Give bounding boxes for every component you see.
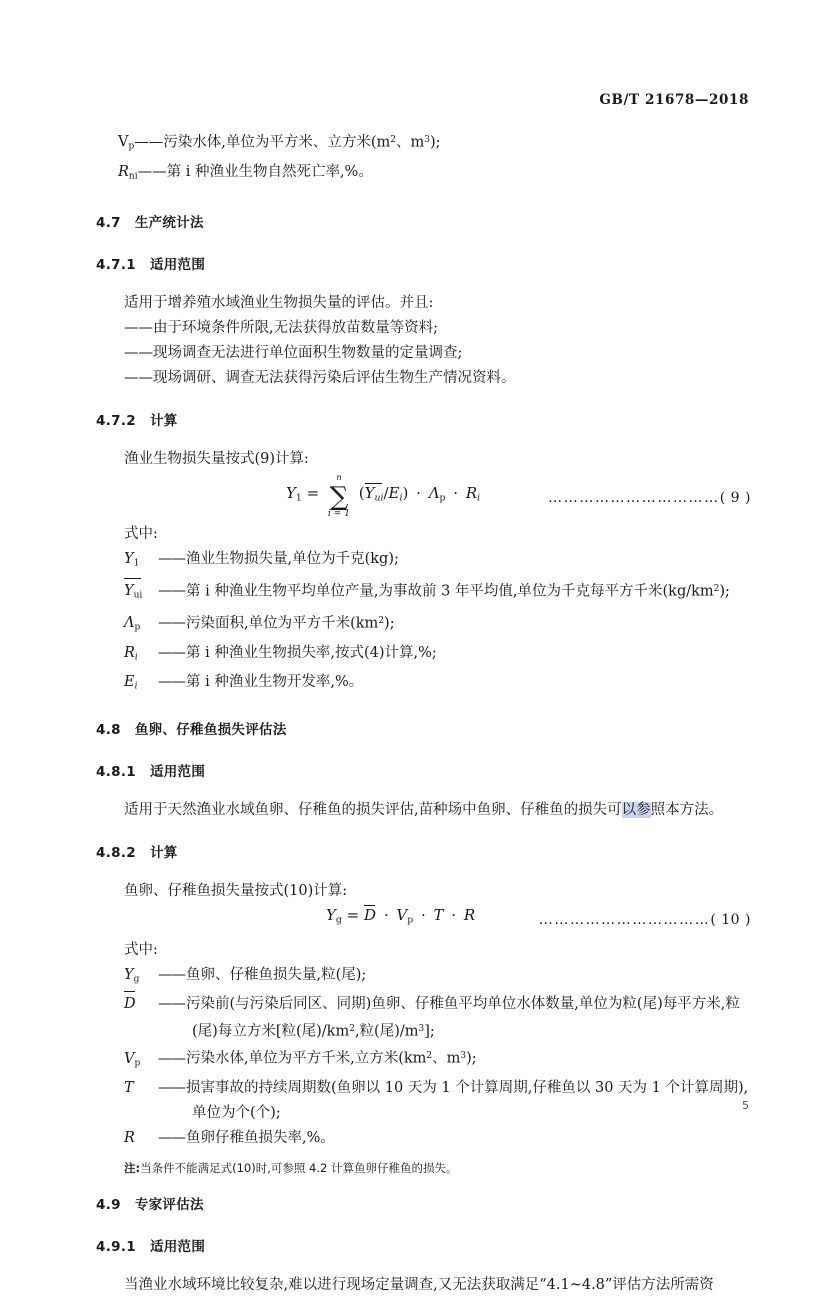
note-label: 注: (124, 1161, 141, 1176)
definition-dash: —— (158, 583, 185, 600)
definition-text (186, 609, 751, 636)
definition-text-post: ); (719, 583, 730, 600)
definition-dash: —— (158, 1050, 185, 1067)
sup-3: 3 (460, 1051, 467, 1062)
area-symbol: $\Lambda_p$ (428, 484, 446, 504)
formula-10 (326, 906, 475, 926)
continuation-text-post: ]; (424, 1023, 435, 1040)
formula-tag: ( 10 ) (710, 911, 751, 928)
symbol-d-mean: D (124, 992, 158, 1017)
sup-2: 2 (378, 615, 385, 626)
definition-list-9 (96, 547, 751, 699)
slash: / (383, 484, 389, 503)
symbol-y-ui-mean: $Y_{ui}$ (124, 579, 158, 609)
symbol-e-i: $E_i$ (124, 674, 138, 692)
definition-text: 第 i 种渔业生物损失率,按式(4)计算,%; (186, 644, 437, 661)
paragraph-4-7-2-lead: 渔业生物损失量按式(9)计算: (124, 451, 309, 468)
subsection-title: 计算 (149, 413, 178, 430)
definition-dash: —— (137, 163, 167, 180)
paragraph-4-7-1-intro: 适用于增养殖水域渔业生物损失量的评估。并且: (124, 295, 434, 312)
symbol-v-p: $V_p$ (118, 134, 135, 152)
section-number: 4.9 (96, 1197, 121, 1214)
definition-item-rni (118, 160, 751, 190)
paragraph-text-b: 照本方法。 (650, 801, 724, 818)
definition-dash: —— (158, 1080, 185, 1097)
page-content (96, 128, 751, 1298)
definition-continuation-t: 单位为个(个); (192, 1105, 281, 1122)
bullet-item-3: ——现场调研、调查无法获得污染后评估生物生产情况资料。 (124, 370, 516, 387)
multiply-dot-3: · (451, 905, 457, 924)
paragraph-4-9-1: 当渔业水域环境比较复杂,难以进行现场定量调查,又无法获取满足“4.1~4.8”评估方法所需资 (124, 1277, 714, 1294)
definition-text: 污染前(与污染后同区、同期)鱼卵、仔稚鱼平均单位水体数量,单位为粒(尾)每平方米,粒 (186, 996, 740, 1013)
definition-list-10 (96, 963, 751, 1152)
paragraph-text-a: 适用于天然渔业水域鱼卵、仔稚鱼的损失评估,苗种场中鱼卵、仔稚鱼的损失可 (124, 801, 622, 818)
symbol-r-ni: $R_{ni}$ (118, 163, 138, 182)
section-title: 生产统计法 (134, 215, 204, 232)
definition-dash: —— (158, 1130, 185, 1147)
definition-text-pre: 污染水体,单位为平方千米,立方米(km (186, 1050, 427, 1067)
definition-dash: —— (158, 615, 185, 631)
summation-symbol (324, 472, 354, 519)
subsection-title: 适用范围 (149, 1239, 206, 1256)
formula-lhs: $Y_g$ (326, 905, 342, 926)
subsection-number: 4.7.2 (96, 413, 136, 430)
definition-item-ri (96, 641, 751, 671)
definition-text: 第 i 种渔业生物开发率,%。 (186, 674, 364, 691)
definition-text: 损害事故的持续周期数(鱼卵以 10 天为 1 个计算周期,仔稚鱼以 30 天为 1 个计算周期), (186, 1080, 749, 1097)
definition-item-vp-10 (96, 1044, 751, 1076)
definition-dash: —— (158, 644, 185, 661)
definition-item-r-10 (96, 1126, 751, 1151)
paragraph-4-8-1 (96, 798, 751, 823)
formula-lhs: $Y_1$ (286, 484, 302, 504)
sigma-glyph: ∑ (329, 481, 349, 512)
sum-upper-limit: n (336, 472, 342, 483)
where-label-10: 式中: (124, 941, 158, 958)
symbol-r-i: $R_i$ (124, 644, 138, 663)
symbol-v-p: $V_p$ (124, 1050, 141, 1069)
subsection-title: 适用范围 (149, 257, 206, 274)
section-title: 专家评估法 (134, 1197, 204, 1214)
formula-row-10 (96, 904, 751, 938)
selected-text-highlight: 以参 (621, 801, 651, 818)
definition-text-pre: 污染面积,单位为平方千米(km (186, 615, 379, 631)
symbol-r: R (124, 1130, 135, 1147)
definition-dash: —— (158, 966, 185, 983)
page-header (96, 92, 749, 118)
formula-equals: = (346, 905, 360, 924)
period-symbol: T (433, 905, 444, 924)
definition-item-lambda-p (96, 609, 751, 641)
rate-symbol: R (463, 905, 476, 924)
multiply-dot-2: · (453, 484, 459, 503)
paren-close: ) (402, 484, 409, 503)
definition-text-post: ); (466, 1050, 477, 1067)
definition-item-yui (96, 577, 751, 609)
continuation-text-pre: (尾)每立方米[粒(尾)/km (192, 1023, 350, 1040)
section-heading-4-8-2 (96, 841, 751, 861)
section-number: 4.8 (96, 721, 121, 738)
sup-2: 2 (713, 583, 720, 594)
paren-open: ( (358, 484, 365, 503)
continuation-text-mid: ,粒(尾)/m (354, 1023, 419, 1040)
definition-text-pre: 第 i 种渔业生物平均单位产量,为事故前 3 年平均值,单位为千克每平方千米(kg/km (186, 583, 714, 600)
formula-9-number (548, 490, 751, 506)
definition-item-yg (96, 963, 751, 993)
symbol-y-g: $Y_g$ (124, 966, 140, 985)
sup-3: 3 (424, 135, 430, 145)
subsection-number: 4.8.2 (96, 844, 136, 861)
paragraph-4-8-2-lead: 鱼卵、仔稚鱼损失量按式(10)计算: (124, 882, 348, 899)
mean-density-symbol: D (364, 905, 377, 924)
definition-text: 污染水体,单位为平方米、立方米(m (163, 134, 391, 151)
sup-2: 2 (390, 135, 396, 145)
definition-text: 渔业生物损失量,单位为千克(kg); (186, 551, 399, 568)
definition-text-mid: 、m (395, 134, 425, 151)
section-heading-4-7-2 (96, 409, 751, 429)
definition-text: 鱼卵、仔稚鱼损失量,粒(尾); (186, 966, 367, 983)
definition-text (186, 577, 751, 604)
multiply-dot-2: · (420, 905, 426, 924)
where-label-9: 式中: (124, 526, 158, 543)
subsection-title: 计算 (149, 844, 178, 861)
sup-3: 3 (418, 1024, 425, 1035)
exploitation-symbol: $E_i$ (388, 484, 403, 504)
definition-dash: —— (158, 551, 185, 568)
definition-text-end: ); (429, 134, 441, 151)
section-heading-4-7-1 (96, 253, 751, 273)
mean-yield-symbol: $Y_{ui}$ (364, 484, 384, 504)
definition-dash: —— (158, 996, 185, 1013)
definition-text-post: ); (384, 615, 395, 631)
sup-2: 2 (426, 1051, 433, 1062)
formula-9 (286, 472, 481, 519)
section-heading-4-8 (96, 718, 751, 738)
symbol-y-1: $Y_1$ (124, 551, 140, 569)
definition-text (186, 1044, 751, 1071)
bullet-item-1: ——由于环境条件所限,无法获得放苗数量等资料; (124, 320, 438, 337)
note-formula-10 (96, 1157, 751, 1179)
definition-text: 第 i 种渔业生物自然死亡率,%。 (166, 163, 373, 180)
definition-text: 鱼卵仔稚鱼损失率,%。 (186, 1130, 335, 1147)
formula-row-9 (96, 472, 751, 522)
formula-10-number (539, 912, 751, 928)
section-heading-4-9-1 (96, 1235, 751, 1255)
formula-tag: ( 9 ) (719, 490, 751, 507)
section-heading-4-7 (96, 211, 751, 231)
definition-dash: —— (158, 674, 185, 691)
bullet-item-2: ——现场调查无法进行单位面积生物数量的定量调查; (124, 345, 463, 362)
subsection-title: 适用范围 (149, 763, 206, 780)
definition-item-y1 (96, 547, 751, 577)
definition-dash: —— (134, 134, 164, 151)
carryover-definition-list (96, 128, 751, 189)
definition-item-t (96, 1076, 751, 1101)
section-number: 4.7 (96, 215, 121, 232)
subsection-number: 4.8.1 (96, 763, 136, 780)
multiply-dot-1: · (383, 905, 389, 924)
definition-text-mid: 、m (432, 1050, 461, 1067)
definition-item-ei (96, 670, 751, 700)
standard-code: GB/T 21678—2018 (599, 92, 749, 108)
page-number: 5 (742, 1099, 749, 1112)
section-title: 鱼卵、仔稚鱼损失评估法 (134, 721, 287, 738)
volume-symbol: $V_p$ (396, 905, 414, 926)
symbol-t: T (124, 1080, 134, 1097)
definition-continuation-d (96, 1017, 751, 1044)
loss-rate-symbol: $R_i$ (465, 484, 481, 504)
sup-2: 2 (349, 1024, 355, 1035)
section-heading-4-8-1 (96, 760, 751, 780)
note-text: 当条件不能满足式(10)时,可参照 4.2 计算鱼卵仔稚鱼的损失。 (140, 1161, 458, 1176)
formula-equals: = (306, 484, 320, 503)
subsection-number: 4.7.1 (96, 257, 136, 274)
symbol-lambda-p: $\Lambda_p$ (124, 615, 141, 633)
leader-dots: …………………………… (538, 911, 711, 928)
definition-item-vp (118, 128, 751, 160)
multiply-dot-1: · (416, 484, 421, 503)
section-heading-4-9 (96, 1193, 751, 1213)
subsection-number: 4.9.1 (96, 1239, 136, 1256)
sum-lower-limit: i=1 (327, 508, 354, 519)
definition-item-d-mean (96, 992, 751, 1017)
leader-dots: …………………………… (548, 490, 720, 507)
